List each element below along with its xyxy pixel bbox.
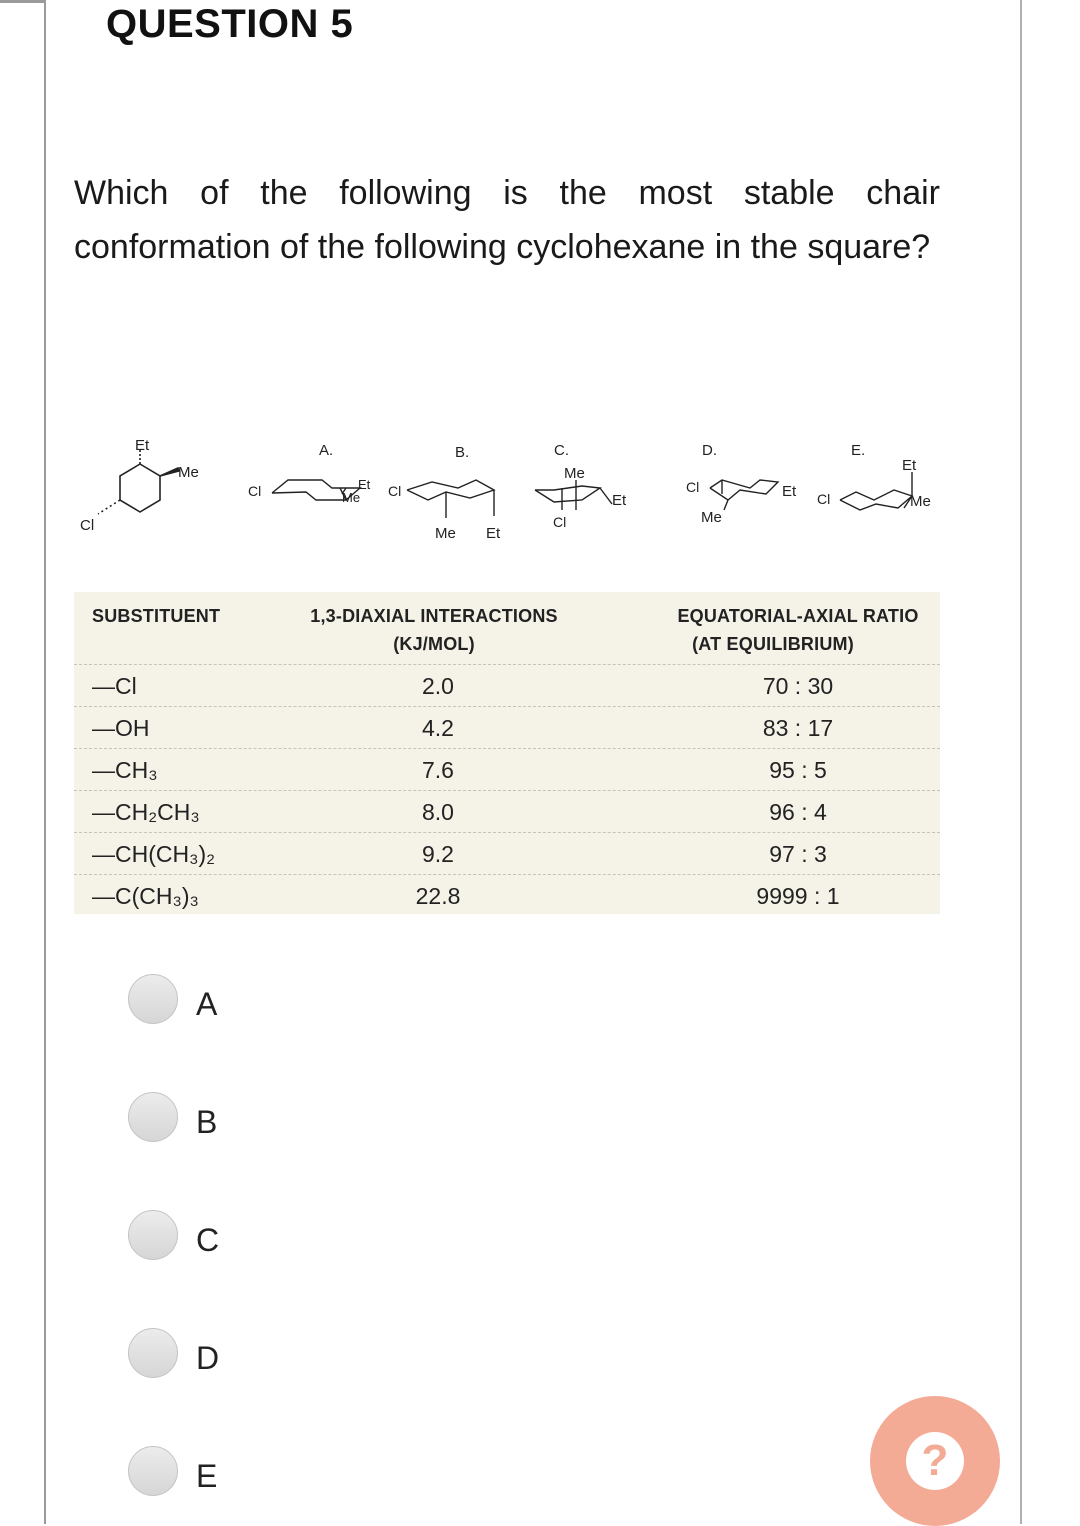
page-left-border <box>44 0 46 1524</box>
radio-c[interactable] <box>128 1210 178 1260</box>
option-c[interactable] <box>128 1206 428 1266</box>
substituent-cell: —Cl <box>92 673 137 699</box>
radio-d[interactable] <box>128 1328 178 1378</box>
question-text: Which of the following is the most stable chair conformation of the following cyclohexane in the square? <box>74 174 940 266</box>
substituent-cell: —CH(CH₃)₂ <box>92 841 216 867</box>
given-et-label: Et <box>135 437 150 454</box>
table-row <box>74 748 940 791</box>
radio-b[interactable] <box>128 1092 178 1142</box>
option-d[interactable] <box>128 1324 428 1384</box>
d-et-label: Et <box>782 483 797 500</box>
chair-e <box>840 472 912 510</box>
option-e[interactable] <box>128 1442 428 1502</box>
substituent-table <box>74 592 940 914</box>
a-et-label: Et <box>358 477 371 492</box>
option-e-label[interactable]: E <box>196 1458 218 1494</box>
ratio-cell: 95 : 5 <box>769 757 827 783</box>
c-cl-label: Cl <box>553 514 567 530</box>
energy-cell: 7.6 <box>422 757 454 783</box>
header-ratio-note: (AT EQUILIBRIUM) <box>692 634 854 654</box>
structures-figure <box>60 430 1020 550</box>
d-me-label: Me <box>701 509 722 526</box>
header-diaxial-unit: (KJ/MOL) <box>393 634 475 654</box>
option-a[interactable] <box>128 970 428 1030</box>
page-top-border <box>0 0 46 3</box>
b-et-label: Et <box>486 525 501 542</box>
table-row <box>74 706 940 749</box>
a-cl-label: Cl <box>248 483 262 499</box>
structure-label-d: D. <box>702 442 717 459</box>
option-c-label[interactable]: C <box>196 1222 220 1258</box>
energy-cell: 22.8 <box>415 883 461 909</box>
energy-cell: 4.2 <box>422 715 454 741</box>
table-row <box>74 790 940 833</box>
table-row <box>74 664 940 707</box>
radio-a[interactable] <box>128 974 178 1024</box>
ratio-cell: 96 : 4 <box>769 799 827 825</box>
chair-c <box>535 480 612 510</box>
substituent-cell: —CH₃ <box>92 757 158 783</box>
ratio-cell: 70 : 30 <box>762 673 834 699</box>
structure-label-e: E. <box>851 442 866 459</box>
energy-cell: 2.0 <box>422 673 454 699</box>
e-me-label: Me <box>910 493 931 510</box>
energy-cell: 8.0 <box>422 799 454 825</box>
header-substituent: SUBSTITUENT <box>92 606 221 626</box>
b-me-label: Me <box>435 525 456 542</box>
ratio-cell: 9999 : 1 <box>756 883 840 909</box>
energy-cell: 9.2 <box>422 841 454 867</box>
option-d-label[interactable]: D <box>196 1340 220 1376</box>
help-button[interactable] <box>870 1396 1000 1526</box>
page-right-border <box>1020 0 1022 1524</box>
header-diaxial: 1,3-DIAXIAL INTERACTIONS <box>310 606 558 626</box>
radio-e[interactable] <box>128 1446 178 1496</box>
option-b[interactable] <box>128 1088 428 1148</box>
d-cl-label: Cl <box>686 479 700 495</box>
header-ratio: EQUATORIAL-AXIAL RATIO <box>677 606 919 626</box>
a-me-label: Me <box>342 490 361 505</box>
question-mark-icon: ? <box>906 1432 964 1490</box>
substituent-cell: —C(CH₃)₃ <box>92 883 199 909</box>
question-title: QUESTION 5 <box>106 2 354 46</box>
chair-d <box>710 480 778 510</box>
c-me-label: Me <box>564 465 585 482</box>
structure-label-b: B. <box>455 444 470 461</box>
c-et-label: Et <box>612 492 627 509</box>
e-et-label: Et <box>902 457 917 474</box>
given-me-label: Me <box>178 464 199 481</box>
structure-label-a: A. <box>319 442 334 459</box>
ratio-cell: 97 : 3 <box>769 841 827 867</box>
substituent-cell: —OH <box>92 715 150 741</box>
ratio-cell: 83 : 17 <box>762 715 834 741</box>
structure-label-c: C. <box>554 442 569 459</box>
structures-svg <box>60 430 1020 550</box>
substituent-cell: —CH₂CH₃ <box>92 799 200 825</box>
option-a-label[interactable]: A <box>196 986 218 1022</box>
table-row <box>74 874 940 917</box>
option-b-label[interactable]: B <box>196 1104 218 1140</box>
chair-b <box>407 480 494 518</box>
b-cl-label: Cl <box>388 483 402 499</box>
table-row <box>74 832 940 875</box>
given-structure <box>98 450 179 514</box>
e-cl-label: Cl <box>817 491 831 507</box>
given-cl-label: Cl <box>80 517 95 534</box>
